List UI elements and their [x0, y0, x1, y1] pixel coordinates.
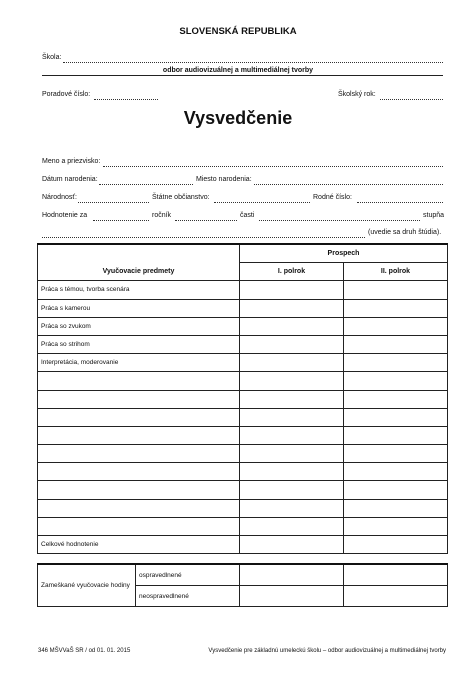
- grade-half1-cell[interactable]: [240, 499, 344, 517]
- order-number-field[interactable]: [94, 99, 158, 100]
- subjects-header-spacer: [38, 244, 240, 263]
- footer-description: Vysvedčenie pre základnú umeleckú školu – odbor audiovizuálnej a multimediálnej tvorby: [208, 648, 446, 654]
- part-field[interactable]: [259, 220, 420, 221]
- name-label: Meno a priezvisko:: [42, 158, 101, 165]
- subject-row: [38, 354, 448, 372]
- country-heading: SLOVENSKÁ REPUBLIKA: [179, 26, 297, 37]
- grade-half1-cell[interactable]: [240, 536, 344, 554]
- grade-half2-cell[interactable]: [344, 517, 448, 535]
- subject-name: [38, 445, 240, 463]
- document-title: Vysvedčenie: [183, 108, 293, 128]
- grade-half1-cell[interactable]: [240, 463, 344, 481]
- unexcused-half1-cell[interactable]: [240, 586, 344, 607]
- subject-name: Práca s témou, tvorba scenára: [38, 281, 240, 299]
- subject-name: [38, 372, 240, 390]
- half1-header: I. polrok: [240, 263, 344, 281]
- grade-half2-cell[interactable]: [344, 354, 448, 372]
- study-type-note: (uvedie sa druh štúdia).: [368, 229, 442, 236]
- grade-half2-cell[interactable]: [344, 499, 448, 517]
- subject-name: Práca s kamerou: [38, 299, 240, 317]
- grade-half1-cell[interactable]: [240, 317, 344, 335]
- subject-name: [38, 517, 240, 535]
- grade-half2-cell[interactable]: [344, 536, 448, 554]
- school-year-label: Školský rok:: [338, 91, 376, 98]
- grade-half2-cell[interactable]: [344, 463, 448, 481]
- evaluation-period-field[interactable]: [93, 220, 149, 221]
- absence-table: [37, 563, 448, 607]
- year-label: ročník: [152, 212, 172, 219]
- grade-half2-cell[interactable]: [344, 335, 448, 353]
- school-field[interactable]: [63, 62, 443, 63]
- subject-row: [38, 426, 448, 444]
- study-type-field[interactable]: [42, 237, 365, 238]
- subject-row: [38, 335, 448, 353]
- grades-table: [37, 243, 448, 554]
- prospech-header: Prospech: [240, 244, 448, 263]
- department-underline: [42, 75, 443, 76]
- subject-name: [38, 426, 240, 444]
- unexcused-label: neospravedlnené: [136, 586, 240, 607]
- part-label: časti: [240, 212, 255, 219]
- unexcused-half2-cell[interactable]: [344, 586, 448, 607]
- grade-half1-cell[interactable]: [240, 408, 344, 426]
- subject-name: [38, 481, 240, 499]
- grade-half2-cell[interactable]: [344, 299, 448, 317]
- grade-half2-cell[interactable]: [344, 426, 448, 444]
- subject-name: Interpretácia, moderovanie: [38, 354, 240, 372]
- school-year-field[interactable]: [380, 99, 443, 100]
- grade-half1-cell[interactable]: [240, 372, 344, 390]
- school-label: Škola:: [42, 54, 62, 61]
- subjects-header: Vyučovacie predmety: [38, 263, 240, 281]
- grade-half2-cell[interactable]: [344, 445, 448, 463]
- grade-half1-cell[interactable]: [240, 517, 344, 535]
- evaluation-for-label: Hodnotenie za: [42, 212, 88, 219]
- subject-row: [38, 536, 448, 554]
- birth-number-field[interactable]: [357, 202, 443, 203]
- subject-row: [38, 299, 448, 317]
- grade-half1-cell[interactable]: [240, 335, 344, 353]
- subject-row: [38, 390, 448, 408]
- grade-half1-cell[interactable]: [240, 426, 344, 444]
- birth-place-field[interactable]: [254, 184, 443, 185]
- grade-half2-cell[interactable]: [344, 317, 448, 335]
- name-field[interactable]: [103, 166, 443, 167]
- subject-row: [38, 499, 448, 517]
- subject-name: Práca so strihom: [38, 335, 240, 353]
- subject-row: [38, 445, 448, 463]
- subject-row: [38, 517, 448, 535]
- grade-half1-cell[interactable]: [240, 390, 344, 408]
- grade-half1-cell[interactable]: [240, 445, 344, 463]
- grade-half1-cell[interactable]: [240, 281, 344, 299]
- excused-half2-cell[interactable]: [344, 564, 448, 586]
- year-field[interactable]: [175, 220, 237, 221]
- grade-half2-cell[interactable]: [344, 408, 448, 426]
- subject-row: [38, 317, 448, 335]
- birth-date-label: Dátum narodenia:: [42, 176, 98, 183]
- subject-row: [38, 372, 448, 390]
- grade-half1-cell[interactable]: [240, 481, 344, 499]
- grade-half1-cell[interactable]: [240, 299, 344, 317]
- absence-label: Zameškané vyučovacie hodiny: [38, 564, 136, 607]
- subject-row: [38, 481, 448, 499]
- subject-name: Celkové hodnotenie: [38, 536, 240, 554]
- subject-name: [38, 408, 240, 426]
- subject-row: [38, 463, 448, 481]
- level-label: stupňa: [423, 212, 445, 219]
- subject-row: [38, 408, 448, 426]
- subject-name: [38, 463, 240, 481]
- subject-name: Práca so zvukom: [38, 317, 240, 335]
- order-number-label: Poradové číslo:: [42, 91, 91, 98]
- grade-half2-cell[interactable]: [344, 372, 448, 390]
- subject-name: [38, 499, 240, 517]
- citizenship-label: Štátne občianstvo:: [152, 194, 210, 201]
- birth-place-label: Miesto narodenia:: [196, 176, 252, 183]
- birth-date-field[interactable]: [99, 184, 193, 185]
- subject-name: [38, 390, 240, 408]
- citizenship-field[interactable]: [214, 202, 310, 203]
- grade-half2-cell[interactable]: [344, 390, 448, 408]
- half2-header: II. polrok: [344, 263, 448, 281]
- nationality-field[interactable]: [78, 202, 149, 203]
- excused-label: ospravedlnené: [136, 564, 240, 586]
- excused-half1-cell[interactable]: [240, 564, 344, 586]
- birth-number-label: Rodné číslo:: [313, 194, 352, 201]
- footer-form-code: 346 MŠVVaŠ SR / od 01. 01. 2015: [38, 648, 131, 654]
- grade-half2-cell[interactable]: [344, 481, 448, 499]
- subject-row: [38, 281, 448, 299]
- department-text: odbor audiovizuálnej a multimediálnej tvorby: [162, 67, 314, 74]
- grade-half2-cell[interactable]: [344, 281, 448, 299]
- grade-half1-cell[interactable]: [240, 354, 344, 372]
- nationality-label: Národnosť:: [42, 194, 77, 201]
